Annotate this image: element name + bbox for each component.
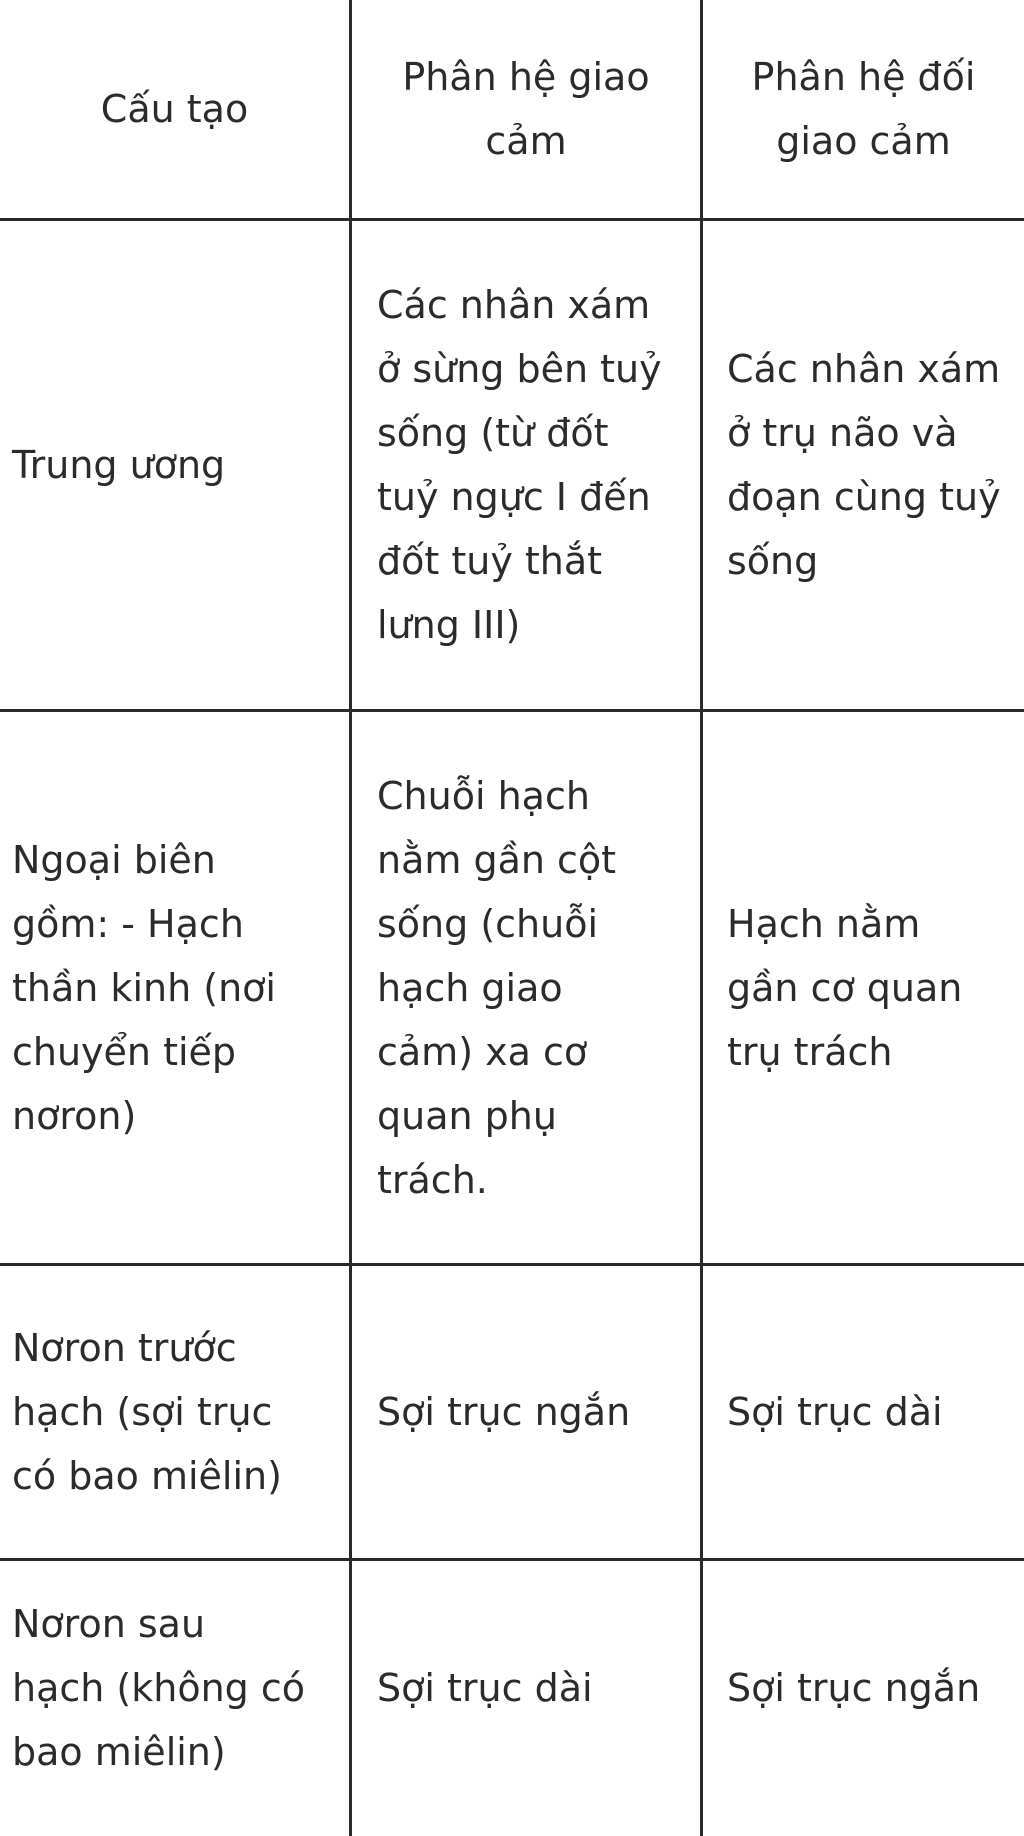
header-structure — [0, 0, 349, 218]
cell-text: Chuỗi hạch nằm gần cột sống (chuỗi hạch giao cảm) xa cơ quan phụ trách. — [377, 773, 617, 1202]
table-row-3-parasympathetic — [727, 1266, 1024, 1558]
table-row-2-sympathetic — [377, 712, 707, 1263]
cell-text: Trung ương — [12, 443, 226, 487]
table-row-1-structure — [12, 221, 342, 709]
table-row-1-sympathetic — [377, 221, 707, 709]
cell-text: Hạch nằm gần cơ quan trụ trách — [727, 901, 963, 1074]
cell-text: Sợi trục ngắn — [727, 1666, 981, 1710]
table-row-4-sympathetic — [377, 1561, 707, 1815]
cell-text: Sợi trục dài — [377, 1666, 593, 1710]
header-parasympathetic-label: Phân hệ đối giao cảm — [751, 55, 976, 163]
cell-text: Nơron sau hạch (không có bao miêlin) — [12, 1602, 306, 1774]
table-row-4-structure — [12, 1561, 342, 1815]
table-row-2-parasympathetic — [727, 712, 1024, 1263]
cell-text: Các nhân xám ở trụ não và đoạn cùng tuỷ sống — [727, 347, 1001, 583]
table-row-4-parasympathetic — [727, 1561, 1024, 1815]
cell-text: Sợi trục dài — [727, 1390, 943, 1434]
header-parasympathetic — [703, 0, 1024, 218]
table-row-2-structure — [12, 712, 342, 1263]
cell-text: Các nhân xám ở sừng bên tuỷ sống (từ đốt tuỷ ngực I đến đốt tuỷ thắt lưng III) — [377, 283, 662, 647]
cell-text: Sợi trục ngắn — [377, 1390, 631, 1434]
table-row-1-parasympathetic — [727, 221, 1024, 709]
column-divider — [349, 0, 352, 1836]
header-sympathetic-label: Phân hệ giao cảm — [402, 55, 650, 163]
cell-text: Ngoại biên gồm: - Hạch thần kinh (nơi chuyển tiếp nơron) — [12, 837, 276, 1138]
table-row-3-structure — [12, 1266, 342, 1558]
cell-text: Nơron trước hạch (sợi trục có bao miêlin) — [12, 1326, 282, 1498]
header-structure-label: Cấu tạo — [100, 87, 249, 131]
header-sympathetic — [352, 0, 700, 218]
table-row-3-sympathetic — [377, 1266, 707, 1558]
